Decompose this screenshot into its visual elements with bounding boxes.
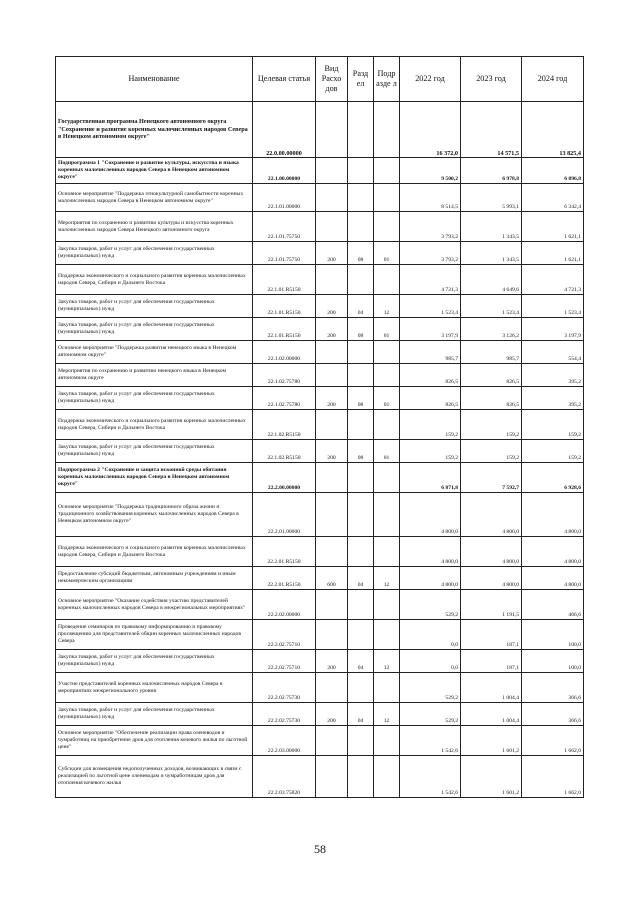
cell-subsection: 01 (374, 318, 400, 341)
table-row (56, 364, 584, 387)
cell-section (348, 590, 374, 620)
cell-target: 22.1.02.75780 (253, 387, 316, 410)
cell-name: Закупка товаров, работ и услуг для обеспечения государственных (муниципальных) нужд (56, 387, 253, 410)
cell-2024: 1 662,0 (522, 726, 584, 756)
cell-kind: 200 (316, 650, 348, 673)
cell-kind (316, 341, 348, 364)
cell-kind: 200 (316, 387, 348, 410)
cell-target: 22.2.03.00000 (253, 726, 316, 756)
cell-name: Участие представителей коренных малочисленных народов Севера в мероприятиях межрегионального уровня (56, 673, 253, 703)
cell-subsection (374, 620, 400, 650)
cell-2023: 187,1 (461, 650, 522, 673)
cell-section (348, 341, 374, 364)
table-row (56, 703, 584, 726)
cell-subsection (374, 265, 400, 295)
cell-target: 22.1.01.75750 (253, 212, 316, 242)
cell-name: Поддержка экономического и социального развития коренных малочисленных народов Севера, Сибири и Дальнего Востока (56, 537, 253, 567)
header-section: Разд ел (348, 57, 374, 102)
cell-subsection: 01 (374, 440, 400, 463)
cell-subsection (374, 590, 400, 620)
cell-name: Закупка товаров, работ и услуг для обеспечения государственных (муниципальных) нужд (56, 703, 253, 726)
cell-2023: 1 004,4 (461, 703, 522, 726)
cell-2022: 826,5 (400, 364, 461, 387)
table-row (56, 756, 584, 798)
cell-name: Мероприятия по сохранению и развитию культуры и искусства коренных малочисленных народов Севера Ненецкого автономного округа (56, 212, 253, 242)
cell-2024: 100,0 (522, 620, 584, 650)
cell-name: Закупка товаров, работ и услуг для обеспечения государственных (муниципальных) нужд (56, 650, 253, 673)
cell-2023: 4 800,0 (461, 493, 522, 537)
cell-subsection (374, 537, 400, 567)
cell-2022: 0,0 (400, 650, 461, 673)
budget-table (55, 56, 584, 798)
cell-2024: 159,2 (522, 440, 584, 463)
cell-kind (316, 364, 348, 387)
cell-name: Проведение семинаров по правовому информированию и правовому просвещению для представителей общин коренных малочисленных народов Севера (56, 620, 253, 650)
cell-kind (316, 493, 348, 537)
cell-section (348, 726, 374, 756)
cell-2022: 4 800,0 (400, 567, 461, 590)
cell-section (348, 493, 374, 537)
cell-name: Закупка товаров, работ и услуг для обеспечения государственных (муниципальных) нужд (56, 242, 253, 265)
table-row (56, 341, 584, 364)
cell-2022: 1 542,6 (400, 756, 461, 798)
cell-subsection: 12 (374, 295, 400, 318)
cell-target: 22.2.00.00000 (253, 463, 316, 493)
header-row (56, 57, 584, 102)
cell-target: 22.2.02.75710 (253, 650, 316, 673)
cell-section (348, 673, 374, 703)
cell-2023: 4 649,6 (461, 265, 522, 295)
cell-subsection (374, 493, 400, 537)
cell-2024: 1 621,1 (522, 212, 584, 242)
table-row (56, 590, 584, 620)
cell-subsection (374, 364, 400, 387)
cell-name: Основное мероприятие "Оказание содействия участию представителей коренных малочисленных народов Севера в межрегиональных мероприятиях" (56, 590, 253, 620)
table-row (56, 673, 584, 703)
cell-2024: 6 342,4 (522, 184, 584, 212)
cell-name: Субсидии для возмещения недополученных доходов, возникающих в связи с реализацией по льготной цене оленеводам и чумработницам дров для отопления кочевого жилья (56, 756, 253, 798)
table-row (56, 318, 584, 341)
cell-subsection (374, 341, 400, 364)
cell-kind (316, 158, 348, 184)
cell-kind (316, 620, 348, 650)
cell-2022: 4 800,0 (400, 537, 461, 567)
table-row (56, 620, 584, 650)
cell-2024: 13 825,4 (522, 102, 584, 158)
cell-2022: 529,2 (400, 590, 461, 620)
cell-section: 08 (348, 242, 374, 265)
cell-2023: 1 343,5 (461, 242, 522, 265)
cell-target: 22.2.01.R5150 (253, 567, 316, 590)
cell-kind (316, 537, 348, 567)
cell-section (348, 463, 374, 493)
cell-2023: 187,1 (461, 620, 522, 650)
cell-subsection: 01 (374, 387, 400, 410)
table-row (56, 463, 584, 493)
cell-2024: 6 896,8 (522, 158, 584, 184)
cell-subsection: 12 (374, 567, 400, 590)
cell-2023: 1 191,5 (461, 590, 522, 620)
cell-target: 22.2.01.R5150 (253, 537, 316, 567)
cell-2023: 1 343,5 (461, 212, 522, 242)
table-row (56, 295, 584, 318)
cell-2022: 1 542,6 (400, 726, 461, 756)
cell-section: 04 (348, 567, 374, 590)
cell-section (348, 410, 374, 440)
cell-2023: 1 601,2 (461, 756, 522, 798)
cell-2023: 14 571,5 (461, 102, 522, 158)
cell-name: Подпрограмма 2 "Сохранение и защита исконной среды обитания коренных малочисленных народов Севера в Ненецком автономном округе" (56, 463, 253, 493)
cell-subsection: 12 (374, 703, 400, 726)
cell-2022: 4 721,3 (400, 265, 461, 295)
cell-subsection (374, 673, 400, 703)
cell-name: Предоставление субсидий бюджетным, автономным учреждениям и иным некоммерческим организациям (56, 567, 253, 590)
cell-2022: 0,0 (400, 620, 461, 650)
cell-kind: 200 (316, 440, 348, 463)
cell-section (348, 158, 374, 184)
cell-kind (316, 756, 348, 798)
cell-2022: 4 800,0 (400, 493, 461, 537)
cell-2024: 4 721,3 (522, 265, 584, 295)
cell-kind: 600 (316, 567, 348, 590)
cell-2023: 4 800,0 (461, 537, 522, 567)
cell-2022: 8 514,5 (400, 184, 461, 212)
cell-2023: 1 601,2 (461, 726, 522, 756)
cell-section (348, 184, 374, 212)
cell-kind: 200 (316, 242, 348, 265)
cell-target: 22.2.02.75730 (253, 703, 316, 726)
page-number: 58 (314, 842, 326, 856)
cell-2024: 1 621,1 (522, 242, 584, 265)
cell-2022: 16 372,0 (400, 102, 461, 158)
cell-target: 22.1.01.R5150 (253, 265, 316, 295)
cell-2024: 159,2 (522, 410, 584, 440)
cell-2024: 100,0 (522, 650, 584, 673)
header-2024: 2024 год (522, 57, 584, 102)
cell-kind: 200 (316, 295, 348, 318)
cell-target: 22.1.00.00000 (253, 158, 316, 184)
cell-name: Поддержка экономического и социального развития коренных малочисленных народов Севера, Сибири и Дальнего Востока (56, 410, 253, 440)
cell-section: 08 (348, 440, 374, 463)
cell-2022: 9 500,2 (400, 158, 461, 184)
cell-target: 22.2.03.75820 (253, 756, 316, 798)
cell-subsection (374, 726, 400, 756)
header-target: Целевая статья (253, 57, 316, 102)
table-row (56, 567, 584, 590)
cell-name: Подпрограмма 1 "Сохранение и развитие культуры, искусства и языка коренных малочисленных народов Севера в Ненецком автономном округе" (56, 158, 253, 184)
cell-2024: 1 662,0 (522, 756, 584, 798)
cell-kind (316, 726, 348, 756)
cell-kind (316, 673, 348, 703)
cell-2023: 4 800,0 (461, 567, 522, 590)
cell-kind (316, 410, 348, 440)
cell-2022: 529,2 (400, 703, 461, 726)
cell-name: Мероприятия по сохранению и развитию ненецкого языка в Ненецком автономном округе (56, 364, 253, 387)
cell-2024: 1 523,4 (522, 295, 584, 318)
table-row (56, 537, 584, 567)
cell-2024: 4 800,0 (522, 567, 584, 590)
cell-target: 22.1.02.R5150 (253, 440, 316, 463)
header-subsection: Подр азде л (374, 57, 400, 102)
cell-target: 22.1.01.R5150 (253, 318, 316, 341)
cell-subsection (374, 463, 400, 493)
cell-section: 04 (348, 650, 374, 673)
cell-kind (316, 212, 348, 242)
cell-2022: 3 793,2 (400, 242, 461, 265)
cell-name: Закупка товаров, работ и услуг для обеспечения государственных (муниципальных) нужд (56, 295, 253, 318)
cell-kind (316, 184, 348, 212)
cell-name: Основное мероприятие "Поддержка традиционного образа жизни и традиционного хозяйствования коренных малочисленных народов Севера в Ненецком автономном округе" (56, 493, 253, 537)
cell-2023: 159,2 (461, 440, 522, 463)
cell-2023: 6 978,8 (461, 158, 522, 184)
cell-2024: 6 928,6 (522, 463, 584, 493)
budget-table-page (55, 56, 583, 798)
table-row (56, 440, 584, 463)
cell-2022: 1 523,4 (400, 295, 461, 318)
cell-subsection (374, 184, 400, 212)
cell-section (348, 102, 374, 158)
cell-2022: 159,2 (400, 440, 461, 463)
cell-kind: 200 (316, 318, 348, 341)
cell-2024: 395,2 (522, 364, 584, 387)
cell-section (348, 756, 374, 798)
cell-section (348, 265, 374, 295)
cell-section (348, 212, 374, 242)
cell-2023: 3 126,2 (461, 318, 522, 341)
cell-2022: 3 197,9 (400, 318, 461, 341)
cell-section (348, 364, 374, 387)
cell-name: Государственная программа Ненецкого автономного округа "Сохранение и развитие коренных малочисленных народов Севера в Ненецком автономном округе" (56, 102, 253, 158)
cell-target: 22.0.00.00000 (253, 102, 316, 158)
cell-2023: 985,7 (461, 341, 522, 364)
cell-target: 22.2.02.75730 (253, 673, 316, 703)
cell-target: 22.1.01.R5150 (253, 295, 316, 318)
cell-target: 22.2.02.00000 (253, 590, 316, 620)
cell-name: Основное мероприятие "Обеспечение реализации права оленеводов и чумработниц на приобретение дров для отопления кочевого жилья по льготной цене" (56, 726, 253, 756)
header-2022: 2022 год (400, 57, 461, 102)
cell-subsection: 01 (374, 242, 400, 265)
cell-name: Закупка товаров, работ и услуг для обеспечения государственных (муниципальных) нужд (56, 318, 253, 341)
cell-kind (316, 265, 348, 295)
table-row (56, 212, 584, 242)
cell-2024: 3 197,9 (522, 318, 584, 341)
cell-kind: 200 (316, 703, 348, 726)
table-row (56, 410, 584, 440)
cell-2022: 6 871,8 (400, 463, 461, 493)
header-kind: Вид Расхо дов (316, 57, 348, 102)
cell-2024: 4 800,0 (522, 537, 584, 567)
cell-section: 08 (348, 318, 374, 341)
table-row (56, 493, 584, 537)
cell-section (348, 620, 374, 650)
cell-2023: 826,5 (461, 364, 522, 387)
cell-2022: 529,2 (400, 673, 461, 703)
cell-2024: 395,2 (522, 387, 584, 410)
cell-subsection: 12 (374, 650, 400, 673)
cell-kind (316, 463, 348, 493)
cell-section: 04 (348, 295, 374, 318)
cell-2024: 366,6 (522, 703, 584, 726)
cell-2024: 466,6 (522, 590, 584, 620)
cell-subsection (374, 102, 400, 158)
header-name: Наименование (56, 57, 253, 102)
cell-subsection (374, 158, 400, 184)
cell-2023: 1 523,4 (461, 295, 522, 318)
table-row (56, 650, 584, 673)
table-row (56, 387, 584, 410)
cell-target: 22.1.02.75780 (253, 364, 316, 387)
cell-target: 22.1.02.00000 (253, 341, 316, 364)
table-row (56, 158, 584, 184)
cell-name: Поддержка экономического и социального развития коренных малочисленных народов Севера, Сибири и Дальнего Востока (56, 265, 253, 295)
cell-2023: 5 993,1 (461, 184, 522, 212)
cell-section: 04 (348, 703, 374, 726)
cell-name: Основное мероприятие "Поддержка этнокультурной самобытности коренных малочисленных народов Севера в Ненецком автономном округе" (56, 184, 253, 212)
cell-subsection (374, 756, 400, 798)
cell-target: 22.1.02.R5150 (253, 410, 316, 440)
cell-2022: 826,5 (400, 387, 461, 410)
cell-section (348, 537, 374, 567)
cell-2024: 366,6 (522, 673, 584, 703)
cell-target: 22.2.01.00000 (253, 493, 316, 537)
cell-target: 22.1.01.00000 (253, 184, 316, 212)
cell-2024: 554,4 (522, 341, 584, 364)
cell-name: Закупка товаров, работ и услуг для обеспечения государственных (муниципальных) нужд (56, 440, 253, 463)
cell-2023: 7 592,7 (461, 463, 522, 493)
cell-2023: 1 004,4 (461, 673, 522, 703)
cell-2023: 826,5 (461, 387, 522, 410)
cell-2022: 985,7 (400, 341, 461, 364)
cell-name: Основное мероприятие "Поддержка развития ненецкого языка в Ненецком автономном округе" (56, 341, 253, 364)
cell-2022: 3 793,2 (400, 212, 461, 242)
table-row (56, 726, 584, 756)
cell-target: 22.1.01.75750 (253, 242, 316, 265)
table-row (56, 102, 584, 158)
cell-subsection (374, 410, 400, 440)
cell-2024: 4 800,0 (522, 493, 584, 537)
cell-target: 22.2.02.75710 (253, 620, 316, 650)
cell-section: 08 (348, 387, 374, 410)
table-row (56, 265, 584, 295)
table-row (56, 184, 584, 212)
cell-subsection (374, 212, 400, 242)
header-2023: 2023 год (461, 57, 522, 102)
cell-2022: 159,2 (400, 410, 461, 440)
cell-kind (316, 590, 348, 620)
cell-kind (316, 102, 348, 158)
table-row (56, 242, 584, 265)
cell-2023: 159,2 (461, 410, 522, 440)
